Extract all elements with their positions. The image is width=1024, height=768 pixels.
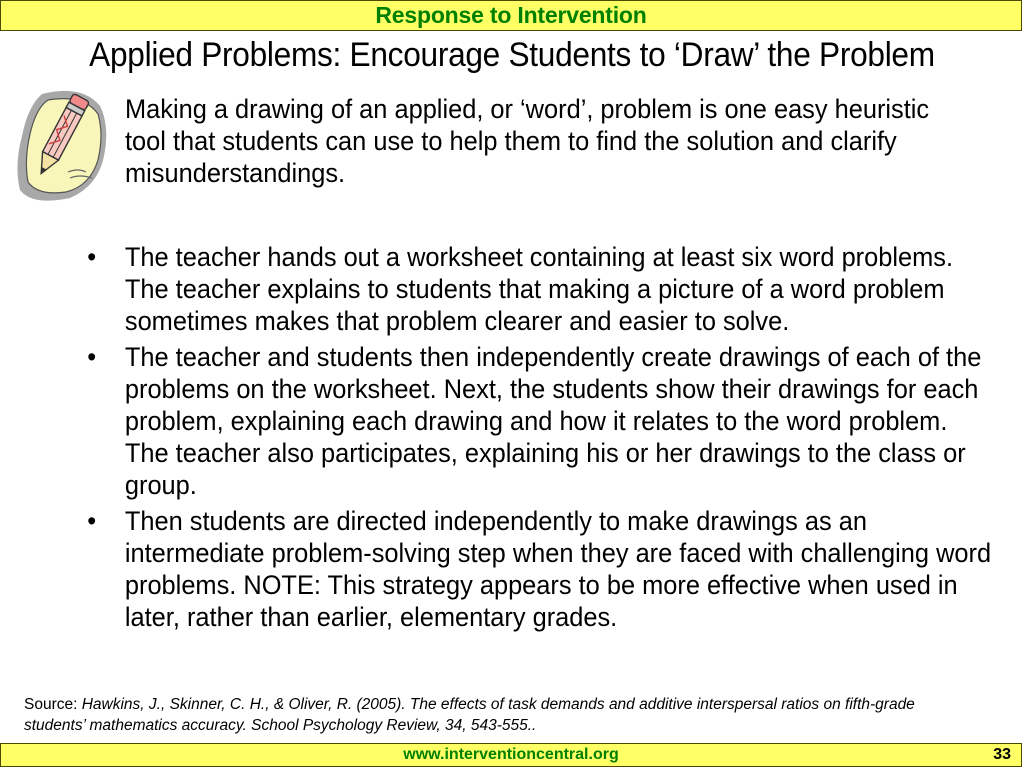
intro-paragraph: Making a drawing of an applied, or ‘word’, problem is one easy heuristic tool that students can use to help them to find the solution and clarify misunderstandings. <box>125 94 930 188</box>
header-banner-text: Response to Intervention <box>375 2 647 28</box>
bullet-icon: • <box>87 342 97 372</box>
bullet-text: The teacher and students then independently create drawings of each of the problems on the worksheet. Next, the students show their drawings for each problem, explaining each drawing and how it relates to the word problem. The teacher also participates, explaining his or her drawings to the class or group. <box>124 342 982 500</box>
source-text: Hawkins, J., Skinner, C. H., & Oliver, R. (2005). The effects of task demands and additive interspersal ratios on fifth-grade students’ mathematics accuracy. School Psychology Review, 34, 543-555.. <box>24 696 915 734</box>
bullet-icon: • <box>87 242 97 272</box>
pencil-drawing-icon <box>12 86 110 204</box>
footer-url-link[interactable]: www.interventioncentral.org <box>403 746 619 763</box>
page-number: 33 <box>993 746 1011 763</box>
list-item <box>76 241 993 337</box>
list-item <box>76 505 993 633</box>
bullet-list <box>76 241 993 637</box>
slide-title: Applied Problems: Encourage Students to ‘Draw’ the Problem <box>89 36 935 74</box>
list-item <box>76 341 993 501</box>
header-banner <box>0 0 1022 31</box>
source-label: Source: <box>24 696 82 713</box>
source-citation <box>24 694 964 736</box>
bullet-text: The teacher hands out a worksheet containing at least six word problems. The teacher explains to students that making a picture of a word problem sometimes makes that problem clearer and easier to solve. <box>124 242 954 336</box>
footer-banner <box>0 743 1022 767</box>
bullet-icon: • <box>87 506 97 536</box>
bullet-text: Then students are directed independently to make drawings as an intermediate problem-solving step when they are faced with challenging word problems. NOTE: This strategy appears to be more effective when used in later, rather than earlier, elementary grades. <box>124 506 992 632</box>
